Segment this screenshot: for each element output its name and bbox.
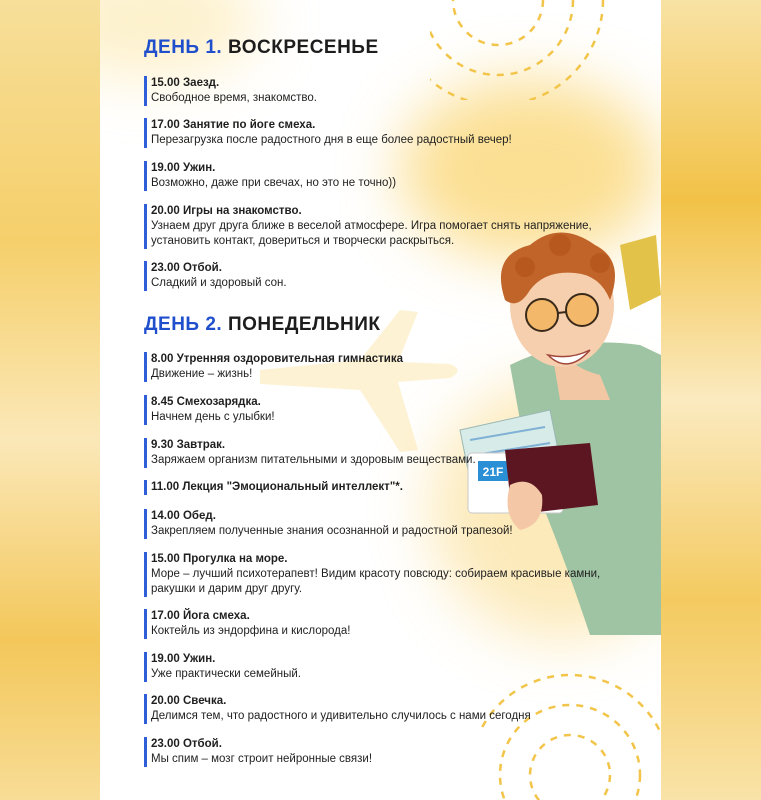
schedule-item-description: Заряжаем организм питательными и здоровым веществами. — [151, 454, 476, 466]
schedule-item-description: Сладкий и здоровый сон. — [151, 277, 287, 289]
day-name: ПОНЕДЕЛЬНИК — [228, 314, 381, 335]
schedule-item — [144, 609, 601, 639]
schedule-item-time-title: 8.45 Смехозарядка. — [151, 396, 261, 408]
day-name: ВОСКРЕСЕНЬЕ — [228, 37, 379, 58]
schedule-item-description: Коктейль из эндорфина и кислорода! — [151, 625, 351, 637]
schedule-item — [144, 76, 601, 106]
schedule-item — [144, 261, 601, 291]
schedule-item-time-title: 11.00 Лекция "Эмоциональный интеллект"*. — [151, 481, 403, 493]
schedule-item-description: Узнаем друг друга ближе в веселой атмосфере. Игра помогает снять напряжение, установить контакт, довериться и творчески раскрыться. — [151, 220, 592, 247]
schedule-item-description: Мы спим – мозг строит нейронные связи! — [151, 753, 373, 765]
schedule-item-description: Закрепляем полученные знания осознанной и радостной трапезой! — [151, 525, 513, 537]
schedule-item-time-title: 19.00 Ужин. — [151, 162, 216, 174]
schedule-item-time-title: 20.00 Игры на знакомство. — [151, 205, 302, 217]
schedule-page — [100, 0, 661, 800]
schedule-item-time-title: 17.00 Йога смеха. — [151, 610, 250, 622]
schedule-item-time-title: 15.00 Прогулка на море. — [151, 553, 288, 565]
right-blurred-background — [661, 0, 761, 800]
schedule-item — [144, 480, 601, 495]
schedule-item — [144, 552, 601, 597]
schedule-item-description: Начнем день с улыбки! — [151, 411, 275, 423]
schedule-item-description: Перезагрузка после радостного дня в еще более радостный вечер! — [151, 134, 512, 146]
schedule-item-time-title: 15.00 Заезд. — [151, 77, 220, 89]
schedule-item-description: Уже практически семейный. — [151, 668, 301, 680]
ticket-seat: 21F — [482, 465, 504, 479]
schedule-item — [144, 509, 601, 539]
schedule-item-time-title: 8.00 Утренняя оздоровительная гимнастика — [151, 353, 404, 365]
schedule-item-description: Делимся тем, что радостного и удивительно случилось с нами сегодня — [151, 710, 531, 722]
day-number: ДЕНЬ 2. — [144, 314, 223, 335]
schedule-item-description: Море – лучший психотерапевт! Видим красоту повсюду: собираем красивые камни, ракушки и дарим друг другу. — [151, 568, 601, 595]
schedule-item — [144, 652, 601, 682]
schedule-item — [144, 694, 601, 724]
schedule-item-time-title: 14.00 Обед. — [151, 510, 216, 522]
schedule-item — [144, 161, 601, 191]
day-number: ДЕНЬ 1. — [144, 37, 223, 58]
schedule-item — [144, 118, 601, 148]
schedule-item-time-title: 23.00 Отбой. — [151, 738, 222, 750]
schedule-item — [144, 438, 601, 468]
schedule-item-time-title: 23.00 Отбой. — [151, 262, 222, 274]
schedule-item-description: Возможно, даже при свечах, но это не точно)) — [151, 177, 397, 189]
schedule-item-time-title: 9.30 Завтрак. — [151, 439, 226, 451]
schedule-item — [144, 352, 601, 382]
schedule-item — [144, 395, 601, 425]
schedule-item — [144, 737, 601, 767]
day-2-heading — [144, 314, 381, 336]
schedule-content — [100, 0, 661, 800]
schedule-item-description: Свободное время, знакомство. — [151, 92, 317, 104]
schedule-item-time-title: 19.00 Ужин. — [151, 653, 216, 665]
day-1-heading — [144, 37, 379, 59]
schedule-item-time-title: 17.00 Занятие по йоге смеха. — [151, 119, 316, 131]
schedule-item — [144, 204, 601, 249]
schedule-item-time-title: 20.00 Свечка. — [151, 695, 227, 707]
left-blurred-background — [0, 0, 100, 800]
schedule-item-description: Движение – жизнь! — [151, 368, 253, 380]
